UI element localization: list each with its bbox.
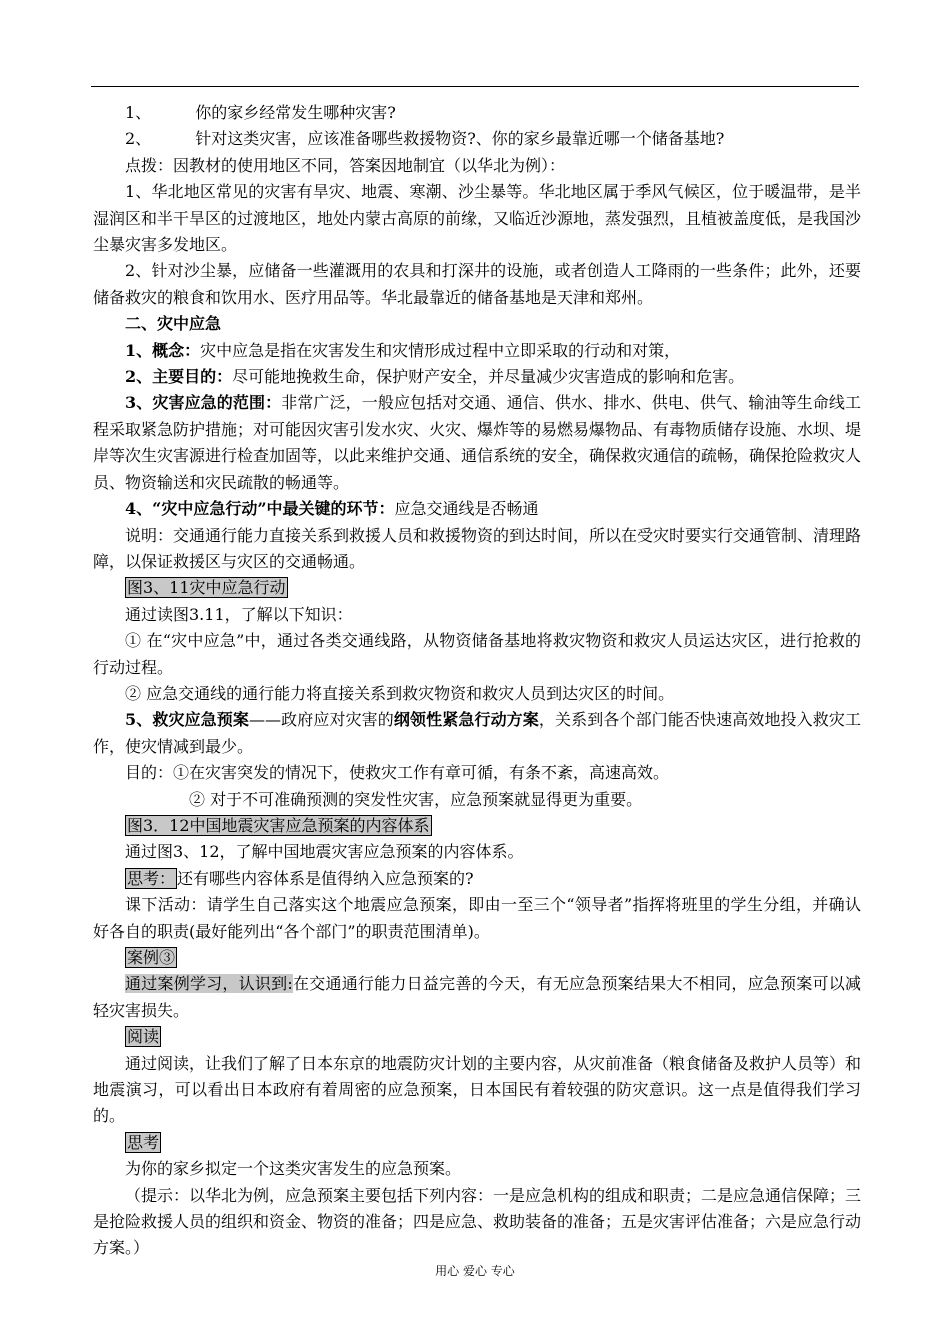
scope-paragraph (93, 390, 861, 496)
question-1-text: 你的家乡经常发生哪种灾害? (195, 103, 396, 122)
tip-paragraph: 点拨：因教材的使用地区不同，答案因地制宜（以华北为例）： (125, 155, 566, 175)
read-label: 阅读 (127, 1027, 160, 1047)
think2-line (93, 1130, 861, 1156)
plan-rest-text: ，关系到各个部门能否快速高效地投入救灾工作，使灾情减到最少。 (93, 710, 861, 756)
figure-3-11-intro: 通过读图3.11，了解以下知识： (125, 604, 353, 624)
figure-3-11-label: 图3、11灾中应急行动 (127, 578, 286, 598)
purpose-1: 目的：①在灾害突发的情况下，使救灾工作有章可循，有条不紊，高速高效。 (125, 763, 670, 783)
plan-label: 5、救灾应急预案 (125, 710, 250, 730)
think2-paragraph: 为你的家乡拟定一个这类灾害发生的应急预案。 (125, 1159, 462, 1179)
hint-paragraph: （提示：以华北为例，应急预案主要包括下列内容：一是应急机构的组成和职责；二是应急通信保障；三是抢险救援人员的组织和资金、物资的准备；四是应急、救助装备的准备；五是灾害评估准备；六是应急行动方案。） (93, 1185, 862, 1258)
figure-3-12-line (93, 813, 861, 839)
figure-3-11-point-2: ② 应急交通线的通行能力将直接关系到救灾物资和救灾人员到达灾区的时间。 (125, 683, 675, 703)
think-paragraph (93, 866, 861, 892)
figure-3-11-point-1: ① 在“灾中应急”中，通过各类交通线路，从物资储备基地将救灾物资和救灾人员运达灾区，进行抢救的行动过程。 (93, 631, 861, 677)
figure-3-11-line (93, 575, 861, 601)
document-body (93, 100, 861, 1262)
key-link-text: 应急交通线是否畅通 (394, 499, 539, 519)
question-1 (93, 100, 861, 126)
think-label: 思考： (127, 868, 176, 888)
question-1-number: 1、 (125, 103, 152, 122)
goal-text: 尽可能地挽救生命，保护财产安全，并尽量减少灾害造成的影响和危害。 (232, 367, 745, 387)
plan-dash-text: ——政府应对灾害的 (249, 710, 394, 730)
answer-1: 1、华北地区常见的灾害有旱灾、地震、寒潮、沙尘暴等。华北地区属于季风气候区，位于暖温带，是半湿润区和半干旱区的过渡地区，地处内蒙古高原的前缘，又临近沙源地，蒸发强烈，且植被盖度低，是我国沙尘暴灾害多发地区。 (93, 182, 862, 255)
header-rule (91, 86, 859, 87)
question-2 (93, 126, 861, 152)
scope-text: 非常广泛，一般应包括对交通、通信、供水、排水、供电、供气、输油等生命线工程采取紧急防护措施；对可能因灾害引发水灾、火灾、爆炸等的易燃易爆物品、有毒物质储存设施、水坝、堤岸等次生灾害源进行检查加固等，以此来维护交通、通信系统的安全，确保救灾通信的疏畅，确保抢险救灾人员、物资输送和灾民疏散的畅通等。 (93, 393, 862, 492)
think2-label: 思考 (127, 1132, 160, 1152)
concept-label: 1、概念： (125, 340, 201, 360)
question-2-text: 针对这类灾害，应该准备哪些救援物资?、你的家乡最靠近哪一个储备基地? (195, 129, 725, 149)
figure-3-12-label: 图3．12中国地震灾害应急预案的内容体系 (127, 815, 430, 835)
page-footer: 用心 爱心 专心 (435, 1264, 515, 1278)
case-lead: 通过案例学习，认识到: (125, 974, 293, 994)
case-paragraph (93, 971, 861, 1024)
concept-paragraph (93, 338, 861, 364)
key-link-label: 4、“灾中应急行动”中最关键的环节： (125, 499, 395, 519)
answer-2: 2、针对沙尘暴，应储备一些灌溉用的农具和打深井的设施，或者创造人工降雨的一些条件；此外，还要储备救灾的粮食和饮用水、医疗用品等。华北最靠近的储备基地是天津和郑州。 (93, 261, 861, 307)
goal-paragraph (93, 364, 861, 390)
scope-label: 3、灾害应急的范围： (125, 393, 282, 413)
read-line (93, 1024, 861, 1050)
case-text: 在交通通行能力日益完善的今天，有无应急预案结果大不相同，应急预案可以减轻灾害损失。 (93, 974, 861, 1020)
think-text: 还有哪些内容体系是值得纳入应急预案的? (177, 868, 474, 888)
key-link-paragraph (93, 496, 861, 522)
read-paragraph: 通过阅读，让我们了解了日本东京的地震防灾计划的主要内容，从灾前准备（粮食储备及救护人员等）和地震演习，可以看出日本政府有着周密的应急预案，日本国民有着较强的防灾意识。这一点是值得我们学习的。 (93, 1053, 862, 1126)
purpose-2: ② 对于不可准确预测的突发性灾害，应急预案就显得更为重要。 (189, 789, 643, 809)
section-title: 二、灾中应急 (125, 314, 222, 334)
question-2-number: 2、 (125, 129, 152, 149)
figure-3-12-intro: 通过图3、12，了解中国地震灾害应急预案的内容体系。 (125, 842, 524, 862)
activity-paragraph: 课下活动：请学生自己落实这个地震应急预案，即由一至三个“领导者”指挥将班里的学生分组，并确认好各自的职责(最好能列出“各个部门”的职责范围清单)。 (93, 895, 861, 941)
case-line (93, 945, 861, 971)
plan-paragraph (93, 707, 861, 760)
note-paragraph: 说明：交通通行能力直接关系到救援人员和救援物资的到达时间，所以在受灾时要实行交通管制、清理路障，以保证救援区与灾区的交通畅通。 (93, 525, 862, 571)
case-label: 案例③ (127, 948, 176, 967)
goal-label: 2、主要目的： (125, 367, 233, 387)
concept-text: 灾中应急是指在灾害发生和灾情形成过程中立即采取的行动和对策， (200, 340, 681, 360)
plan-bold-text: 纲领性紧急行动方案 (393, 710, 539, 730)
